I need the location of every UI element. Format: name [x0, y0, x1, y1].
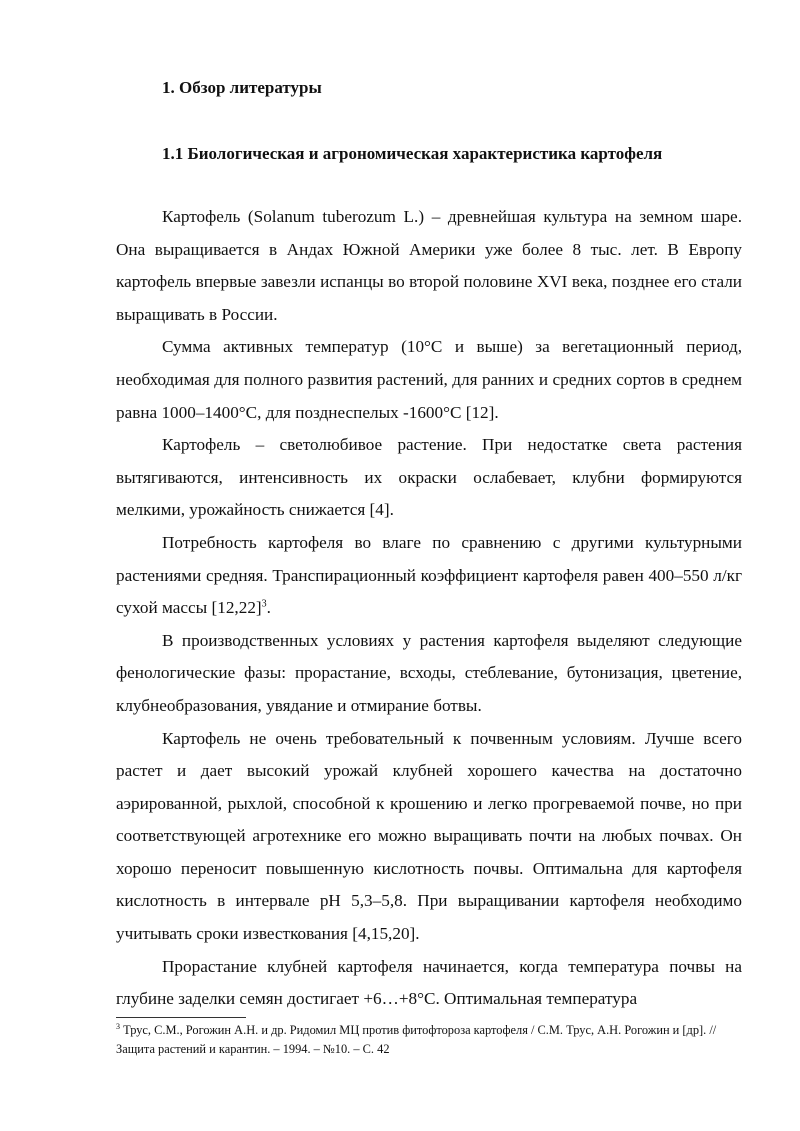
- paragraph-3: Картофель – светолюбивое растение. При недостатке света растения вытягиваются, интенсивность их окраски ослабевает, клубни формируются мелкими, урожайность снижается [4].: [116, 435, 742, 520]
- body-text: [116, 201, 742, 1016]
- footnote: [116, 1021, 742, 1059]
- paragraph-6: Картофель не очень требовательный к почвенным условиям. Лучше всего растет и дает высокий урожай клубней хорошего качества на достаточно аэрированной, рыхлой, способной к крошению и легко прогреваемой почве, но при соответствующей агротехнике его можно выращивать почти на любых почвах. Он хорошо переносит повышенную кислотность почвы. Оптимальна для картофеля кислотность в интервале pH 5,3–5,8. При выращивании картофеля необходимо учитывать сроки известкования [4,15,20].: [116, 728, 742, 944]
- paragraph-2: Сумма активных температур (10°С и выше) за вегетационный период, необходимая для полного развития растений, для ранних и средних сортов в среднем равна 1000–1400°С, для позднеспелых -1600°С [12].: [116, 337, 742, 422]
- paragraph-4-period: .: [266, 598, 271, 618]
- section-heading: 1. Обзор литературы: [162, 78, 322, 97]
- footnote-reference: 3: [261, 598, 267, 610]
- paragraph-4-text: Потребность картофеля во влаге по сравнению с другими культурными растениями средняя. Транспирационный коэффициент картофеля равен 400–550 л/кг сухой массы [12,22]: [116, 532, 742, 618]
- footnote-text: Трус, С.М., Рогожин А.Н. и др. Ридомил МЦ против фитофтороза картофеля / С.М. Трус, А.Н. Рогожин и [др]. // Защита растений и карантин. – 1994. – №10. – С. 42: [116, 1023, 717, 1056]
- paragraph-5: В производственных условиях у растения картофеля выделяют следующие фенологические фазы: прорастание, всходы, стеблевание, бутонизация, цветение, клубнеобразования, увядание и отмирание ботвы.: [116, 630, 742, 715]
- subsection-heading: 1.1 Биологическая и агрономическая характеристика картофеля: [162, 144, 663, 163]
- paragraph-1: Картофель (Solanum tuberozum L.) – древнейшая культура на земном шаре. Она выращивается в Андах Южной Америки уже более 8 тыс. лет. В Европу картофель впервые завезли испанцы во второй половине XVI века, позднее его стали выращивать в России.: [116, 207, 742, 324]
- footnote-number: 3: [116, 1021, 120, 1031]
- paragraph-7: Прорастание клубней картофеля начинается, когда температура почвы на глубине заделки семян достигает +6…+8°С. Оптимальная температура: [116, 956, 742, 1009]
- paragraph-4: [116, 527, 742, 625]
- footnote-divider: [116, 1017, 246, 1018]
